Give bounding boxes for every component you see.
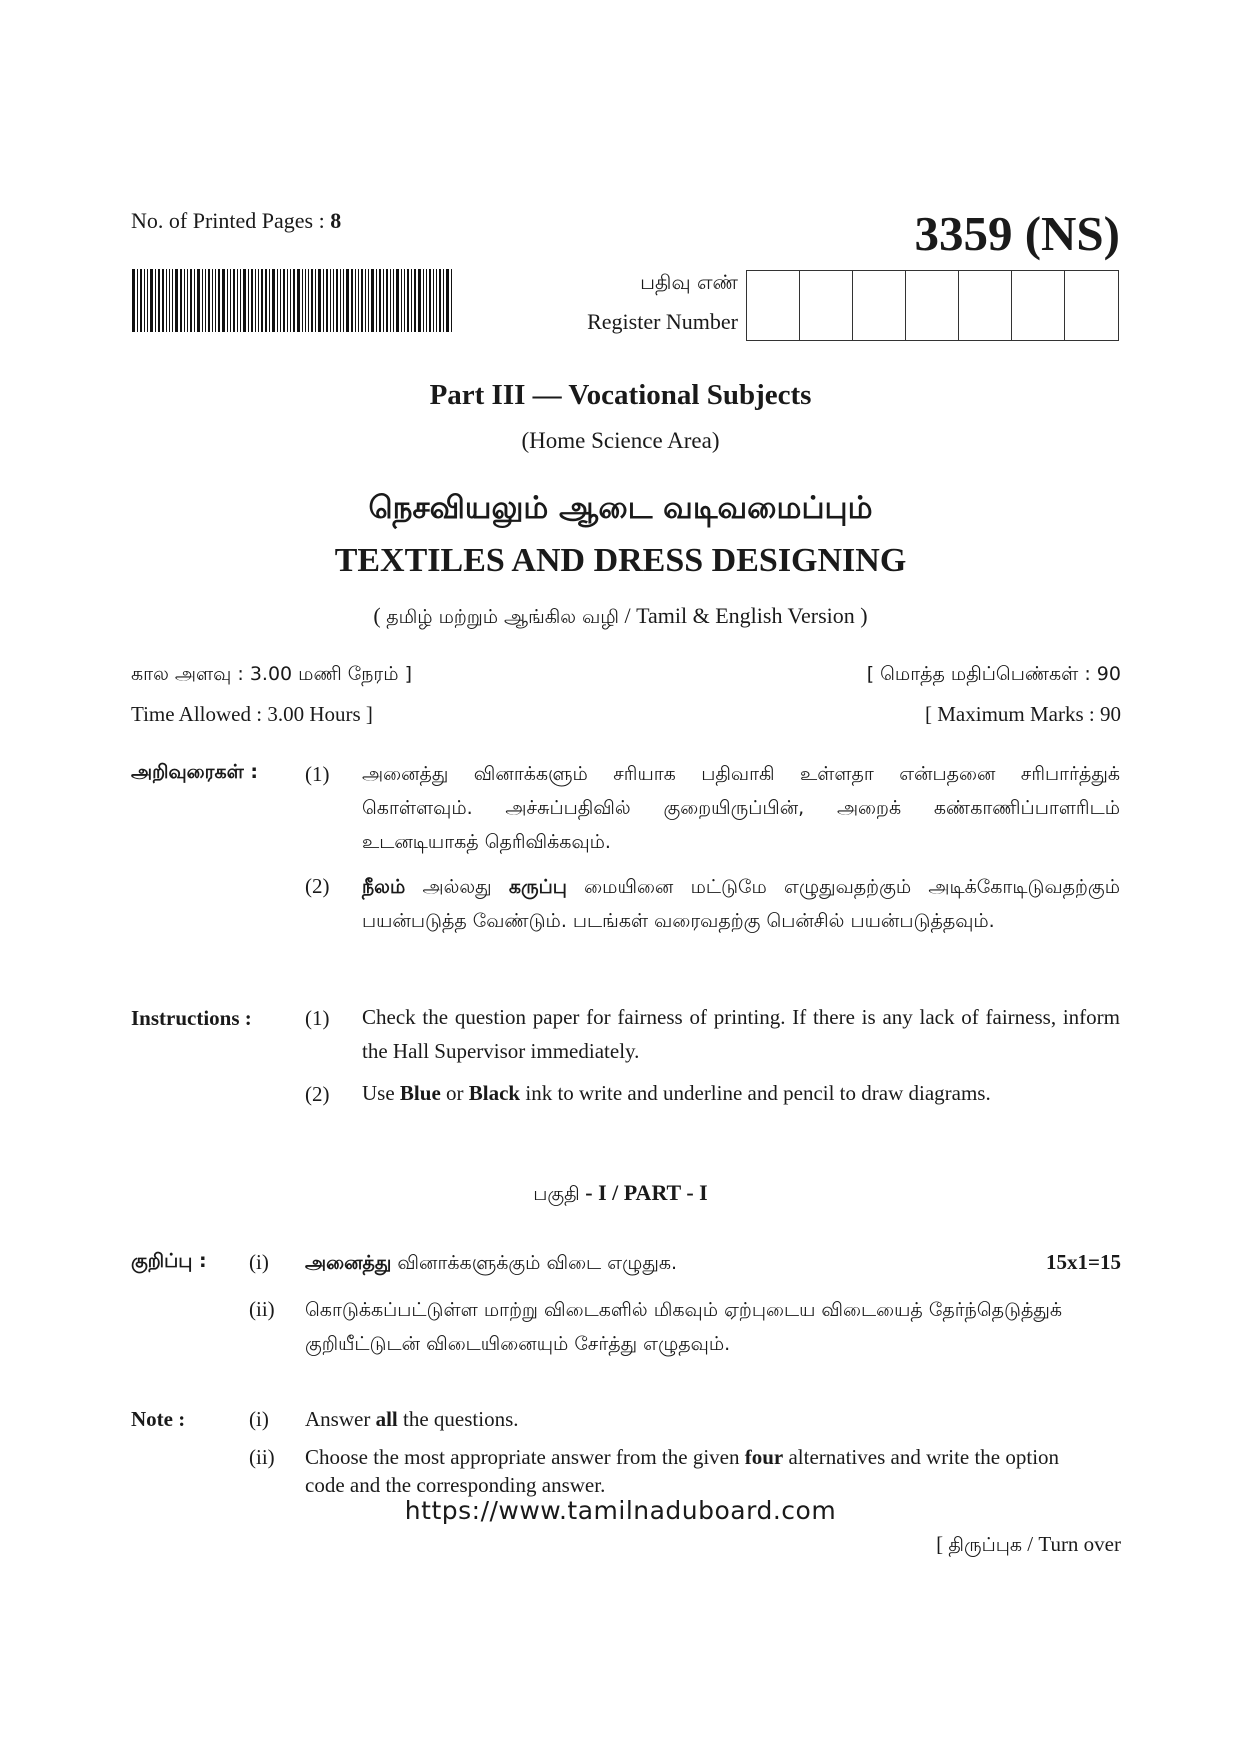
barcode-bar: [208, 269, 210, 332]
barcode-bar: [423, 269, 424, 332]
note-ta-text: [305, 1246, 905, 1280]
barcode-bar: [237, 269, 238, 332]
text-span: மையினை மட்டுமே எழுதுவதற்கும் அடிக்கோடிடுவதற்கும் பயன்படுத்த வேண்டும். படங்கள் வரைவதற்கு பென்சில் பயன்படுத்தவும்.: [362, 876, 1120, 932]
note-label-tamil: குறிப்பு :: [131, 1250, 207, 1272]
question-code: 3359 (NS): [914, 206, 1120, 261]
register-digit-box[interactable]: [1012, 271, 1065, 340]
bold-word: Blue: [399, 1081, 441, 1105]
note-ta-number: (ii): [249, 1297, 275, 1321]
barcode-bar: [215, 269, 216, 332]
barcode-bar: [184, 269, 185, 332]
instruction-ta-number: (2): [305, 874, 330, 898]
barcode-bar: [330, 269, 331, 332]
bold-word: நீலம்: [362, 876, 406, 898]
instruction-ta-number: (1): [305, 762, 330, 786]
barcode-bar: [169, 269, 170, 332]
barcode-bar: [202, 269, 203, 332]
barcode-bar: [158, 269, 160, 332]
note-en-text: [305, 1443, 1065, 1499]
barcode-bar: [355, 269, 356, 332]
barcode-bar: [297, 269, 300, 332]
barcode-bar: [218, 269, 220, 332]
barcode-bar: [251, 269, 253, 332]
part-heading-english: - I / PART - I: [585, 1180, 708, 1205]
printed-pages: [131, 208, 341, 234]
instructions-label-english: Instructions :: [131, 1006, 252, 1030]
barcode-bar: [137, 269, 138, 332]
barcode-bar: [308, 269, 309, 332]
barcode-bar: [162, 269, 164, 332]
barcode-bar: [386, 269, 388, 332]
barcode-bar: [393, 269, 394, 332]
register-digit-box[interactable]: [906, 271, 959, 340]
subject-title-tamil: நெசவியலும் ஆடை வடிவமைப்பும்: [368, 490, 873, 526]
instruction-en-text: [362, 1076, 1142, 1110]
barcode-bar: [212, 269, 213, 332]
note-en-number: (ii): [249, 1445, 275, 1469]
barcode-bar: [336, 269, 338, 332]
barcode-bar: [451, 269, 452, 332]
text-span: Use: [362, 1081, 400, 1105]
barcode-bar: [358, 269, 359, 332]
register-digit-box[interactable]: [853, 271, 906, 340]
register-label-english: Register Number: [587, 309, 738, 334]
barcode-bar: [227, 269, 228, 332]
barcode-bar: [150, 269, 153, 332]
register-digit-box[interactable]: [1065, 271, 1118, 340]
barcode-bar: [155, 269, 156, 332]
register-label-tamil: பதிவு எண்: [640, 270, 738, 294]
time-allowed-english: Time Allowed : 3.00 Hours ]: [131, 702, 373, 726]
barcode-bar: [166, 269, 167, 332]
barcode-bar: [147, 269, 148, 332]
barcode-bar: [302, 269, 303, 332]
max-marks-tamil: [ மொத்த மதிப்பெண்கள் : 90: [866, 663, 1121, 685]
barcode-bar: [371, 269, 374, 332]
barcode-bar: [343, 269, 344, 332]
barcode-bar: [194, 269, 195, 332]
note-ta-text: கொடுக்கப்பட்டுள்ள மாற்று விடைகளில் மிகவும் ஏற்புடைய விடையைத் தேர்ந்தெடுத்துக் குறியீட்டுடன் விடையினையும் சேர்த்து எழுதவும்.: [305, 1299, 1062, 1355]
barcode-bar: [326, 269, 328, 332]
instruction-en-number: (1): [305, 1006, 330, 1030]
barcode-bar: [305, 269, 306, 332]
instruction-ta-text: அனைத்து வினாக்களும் சரியாக பதிவாகி உள்ளதா என்பதனை சரிபார்த்துக் கொள்ளவும். அச்சுப்பதிவில் குறையிருப்பின், அறைக் கண்காணிப்பாளரிடம் உடனடியாகத் தெரிவிக்கவும்.: [362, 763, 1120, 853]
barcode: [132, 269, 515, 332]
barcode-bar: [340, 269, 341, 332]
barcode-bar: [272, 269, 275, 332]
barcode-bar: [429, 269, 431, 332]
barcode-bar: [140, 269, 142, 332]
barcode-bar: [258, 269, 259, 332]
bold-word: four: [744, 1445, 784, 1469]
barcode-bar: [277, 269, 278, 332]
barcode-bar: [446, 269, 449, 332]
barcode-bar: [293, 269, 295, 332]
text-span: Choose the most appropriate answer from the given: [305, 1445, 745, 1469]
barcode-bar: [261, 269, 263, 332]
max-marks-english: [ Maximum Marks : 90: [925, 702, 1121, 726]
version-line: [0, 603, 1241, 631]
area-subtitle: (Home Science Area): [521, 428, 720, 453]
barcode-bar: [365, 269, 366, 332]
text-span: அல்லது: [405, 876, 509, 898]
barcode-bar: [443, 269, 444, 332]
time-allowed-tamil: கால அளவு : 3.00 மணி நேரம் ]: [131, 663, 412, 685]
barcode-bar: [233, 269, 235, 332]
subject-title-english: TEXTILES AND DRESS DESIGNING: [334, 542, 907, 579]
section-marks: 15x1=15: [1046, 1250, 1121, 1274]
barcode-bar: [190, 269, 192, 332]
instruction-en-number: (2): [305, 1082, 330, 1106]
barcode-bar: [426, 269, 427, 332]
part-title: Part III — Vocational Subjects: [429, 379, 812, 411]
text-span: the questions.: [397, 1407, 519, 1431]
bracket: [: [936, 1532, 944, 1556]
barcode-bar: [265, 269, 267, 332]
barcode-bar: [315, 269, 316, 332]
barcode-bar: [222, 269, 225, 332]
barcode-bar: [383, 269, 384, 332]
part-heading: [0, 1180, 1241, 1208]
register-number-boxes[interactable]: [746, 270, 1119, 341]
instruction-ta-text: [362, 870, 1120, 938]
barcode-bar: [346, 269, 349, 332]
barcode-bar: [230, 269, 231, 332]
text-span: or: [440, 1081, 469, 1105]
note-en-number: (i): [249, 1407, 269, 1431]
bold-word: அனைத்து: [305, 1252, 392, 1274]
bold-word: Black: [468, 1081, 521, 1105]
barcode-bar: [368, 269, 369, 332]
barcode-bar: [436, 269, 437, 332]
barcode-bar: [269, 269, 270, 332]
barcode-bar: [205, 269, 206, 332]
barcode-bar: [243, 269, 246, 332]
barcode-bar: [439, 269, 441, 332]
barcode-bar: [407, 269, 409, 332]
barcode-bar: [361, 269, 363, 332]
barcode-bar: [248, 269, 249, 332]
version-open: (: [373, 603, 381, 628]
barcode-bar: [132, 269, 135, 332]
turn-over-english: / Turn over: [1027, 1532, 1121, 1556]
barcode-bar: [401, 269, 402, 332]
turn-over-tamil: திருப்புக: [948, 1534, 1023, 1556]
barcode-bar: [287, 269, 288, 332]
barcode-bar: [280, 269, 281, 332]
barcode-bar: [283, 269, 285, 332]
barcode-bar: [172, 269, 173, 332]
note-label-english: Note :: [131, 1407, 186, 1431]
footer-url[interactable]: https://www.tamilnaduboard.com: [404, 1496, 837, 1525]
bold-word: கருப்பு: [508, 876, 567, 898]
text-span: ink to write and underline and pencil to draw diagrams.: [520, 1081, 991, 1105]
barcode-bar: [290, 269, 291, 332]
printed-pages-label: No. of Printed Pages :: [131, 208, 325, 233]
barcode-bar: [240, 269, 241, 332]
barcode-bar: [376, 269, 377, 332]
note-ta-number: (i): [249, 1250, 269, 1274]
barcode-bar: [144, 269, 145, 332]
barcode-bar: [197, 269, 200, 332]
barcode-bar: [433, 269, 434, 332]
barcode-bar: [323, 269, 324, 332]
printed-pages-value: 8: [330, 208, 342, 233]
instructions-label-tamil: அறிவுரைகள் :: [131, 761, 258, 783]
barcode-bar: [180, 269, 182, 332]
barcode-bar: [333, 269, 334, 332]
text-span: Answer: [305, 1407, 376, 1431]
barcode-bar: [379, 269, 381, 332]
barcode-bar: [318, 269, 321, 332]
barcode-bar: [187, 269, 188, 332]
part-heading-tamil: பகுதி: [533, 1183, 580, 1205]
barcode-bar: [414, 269, 416, 332]
turn-over: [936, 1532, 1121, 1559]
barcode-bar: [418, 269, 421, 332]
bold-word: all: [375, 1407, 398, 1431]
barcode-bar: [396, 269, 399, 332]
barcode-bar: [311, 269, 313, 332]
barcode-bar: [404, 269, 405, 332]
instruction-en-text: Check the question paper for fairness of printing. If there is any lack of fairness, inform the Hall Supervisor immediately.: [362, 1005, 1120, 1063]
version-tamil: தமிழ் மற்றும் ஆங்கில வழி: [386, 606, 619, 628]
barcode-bar: [351, 269, 353, 332]
register-digit-box[interactable]: [747, 271, 800, 340]
register-digit-box[interactable]: [800, 271, 853, 340]
register-digit-box[interactable]: [959, 271, 1012, 340]
barcode-bar: [390, 269, 391, 332]
text-span: வினாக்களுக்கும் விடை எழுதுக.: [391, 1252, 678, 1274]
note-en-text: [305, 1407, 519, 1432]
barcode-bar: [411, 269, 412, 332]
barcode-bar: [175, 269, 178, 332]
text-span: alternatives and write the option code and the corresponding answer.: [305, 1445, 1060, 1497]
barcode-bar: [255, 269, 256, 332]
version-english: / Tamil & English Version ): [624, 603, 868, 628]
